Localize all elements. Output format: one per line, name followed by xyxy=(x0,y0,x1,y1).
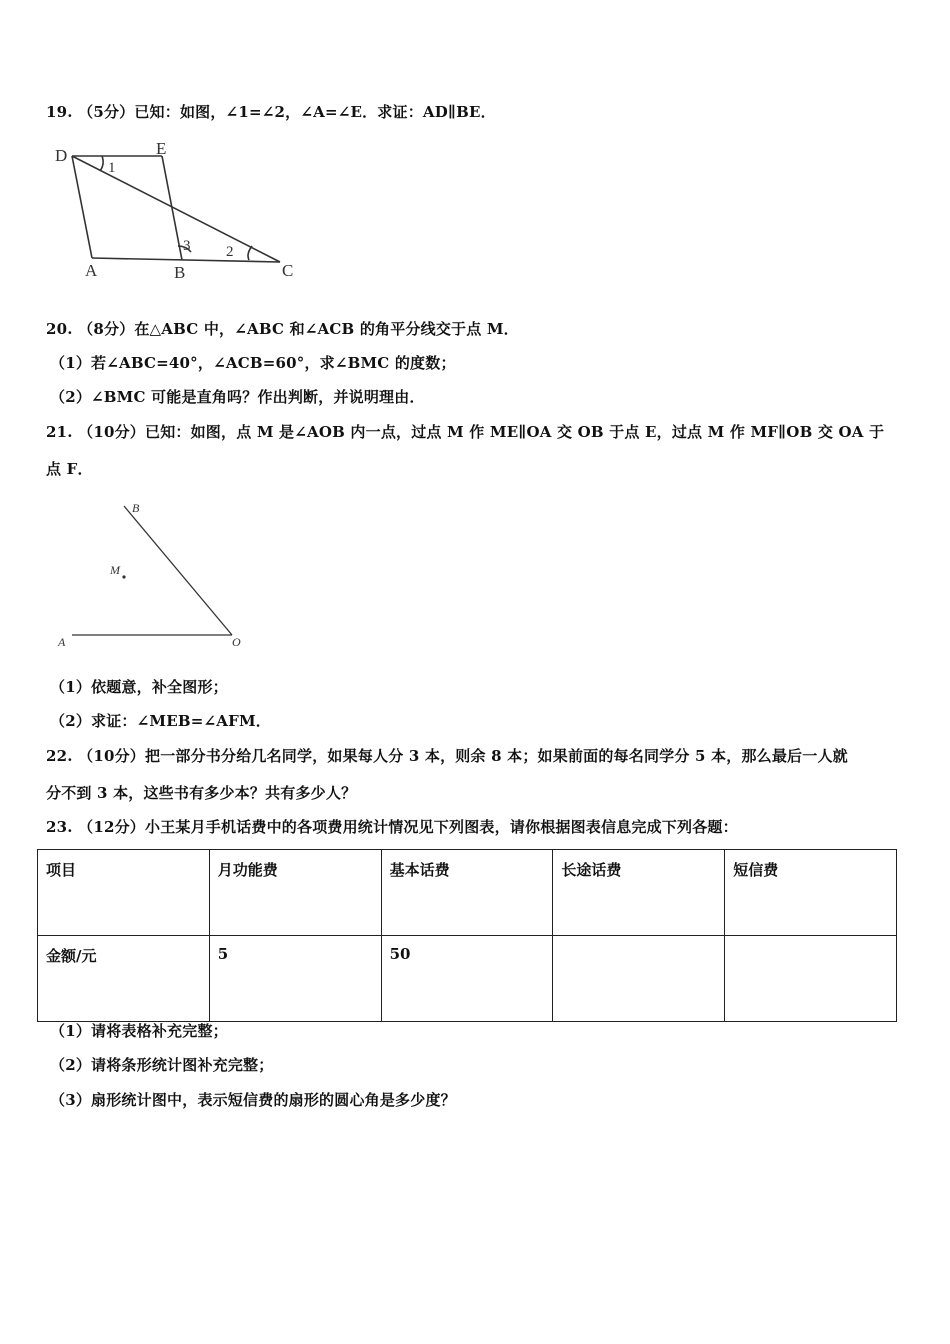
q23-part1: （1）请将表格补充完整； xyxy=(50,1022,228,1040)
q22-text-line2: 分不到 3 本，这些书有多少本？共有多少人？ xyxy=(46,784,357,802)
table-header-cell: 基本话费 xyxy=(381,850,553,936)
q21-text-line2: 点 F． xyxy=(46,460,93,478)
q22-text-line1: 22. （10分）把一部分书分给几名同学，如果每人分 3 本，则余 8 本；如果前面的每名同学分 5 本，那么最后一人就 xyxy=(46,747,848,765)
table-row xyxy=(38,936,897,1022)
label-a: A xyxy=(58,635,66,649)
angle-1-arc xyxy=(100,156,103,171)
q20-text: 20. （8分）在△ABC 中，∠ABC 和∠ACB 的角平分线交于点 M． xyxy=(46,320,519,338)
table-cell xyxy=(553,936,725,1022)
q19-figure xyxy=(50,138,310,283)
table-cell xyxy=(725,936,897,1022)
label-m: M xyxy=(110,563,120,577)
label-e: E xyxy=(156,139,167,158)
q20-part2: （2）∠BMC 可能是直角吗？作出判断，并说明理由． xyxy=(50,388,425,406)
label-angle-3: 3 xyxy=(183,238,191,254)
q21-part1: （1）依题意，补全图形； xyxy=(50,678,228,696)
label-b: B xyxy=(174,263,186,282)
label-angle-2: 2 xyxy=(226,244,234,260)
segment-ac xyxy=(92,258,280,262)
table-header-cell: 月功能费 xyxy=(209,850,381,936)
segment-eb xyxy=(162,156,182,260)
q21-figure xyxy=(50,498,260,658)
label-b: B xyxy=(132,501,140,515)
angle-2-arc xyxy=(248,246,252,260)
fee-table xyxy=(37,849,897,1022)
label-a: A xyxy=(85,261,98,280)
label-d: D xyxy=(55,146,68,165)
q21-part2: （2）求证：∠MEB=∠AFM． xyxy=(50,712,271,730)
table-header-cell: 短信费 xyxy=(725,850,897,936)
table-cell: 金额/元 xyxy=(38,936,210,1022)
segment-da xyxy=(72,156,92,258)
table-header-row xyxy=(38,850,897,936)
table-header-cell: 项目 xyxy=(38,850,210,936)
q23-part3: （3）扇形统计图中，表示短信费的扇形的圆心角是多少度？ xyxy=(50,1091,456,1109)
table-header-cell: 长途话费 xyxy=(553,850,725,936)
ray-ob xyxy=(124,506,232,635)
label-angle-1: 1 xyxy=(108,160,116,176)
table-cell: 5 xyxy=(209,936,381,1022)
q20-part1: （1）若∠ABC=40°，∠ACB=60°，求∠BMC 的度数； xyxy=(50,354,456,372)
point-m xyxy=(122,575,125,578)
segment-dc xyxy=(72,156,280,262)
table-cell: 50 xyxy=(381,936,553,1022)
q21-text-line1: 21. （10分）已知：如图，点 M 是∠AOB 内一点，过点 M 作 ME∥OA 交 OB 于点 E，过点 M 作 MF∥OB 交 OA 于 xyxy=(46,423,885,441)
label-c: C xyxy=(282,261,294,280)
q23-text: 23. （12分）小王某月手机话费中的各项费用统计情况见下列图表，请你根据图表信息完成下列各题： xyxy=(46,818,738,836)
q23-part2: （2）请将条形统计图补充完整； xyxy=(50,1056,274,1074)
q19-text: 19. （5分）已知：如图，∠1=∠2，∠A=∠E．求证：AD∥BE． xyxy=(46,103,496,121)
label-o: O xyxy=(232,635,241,649)
